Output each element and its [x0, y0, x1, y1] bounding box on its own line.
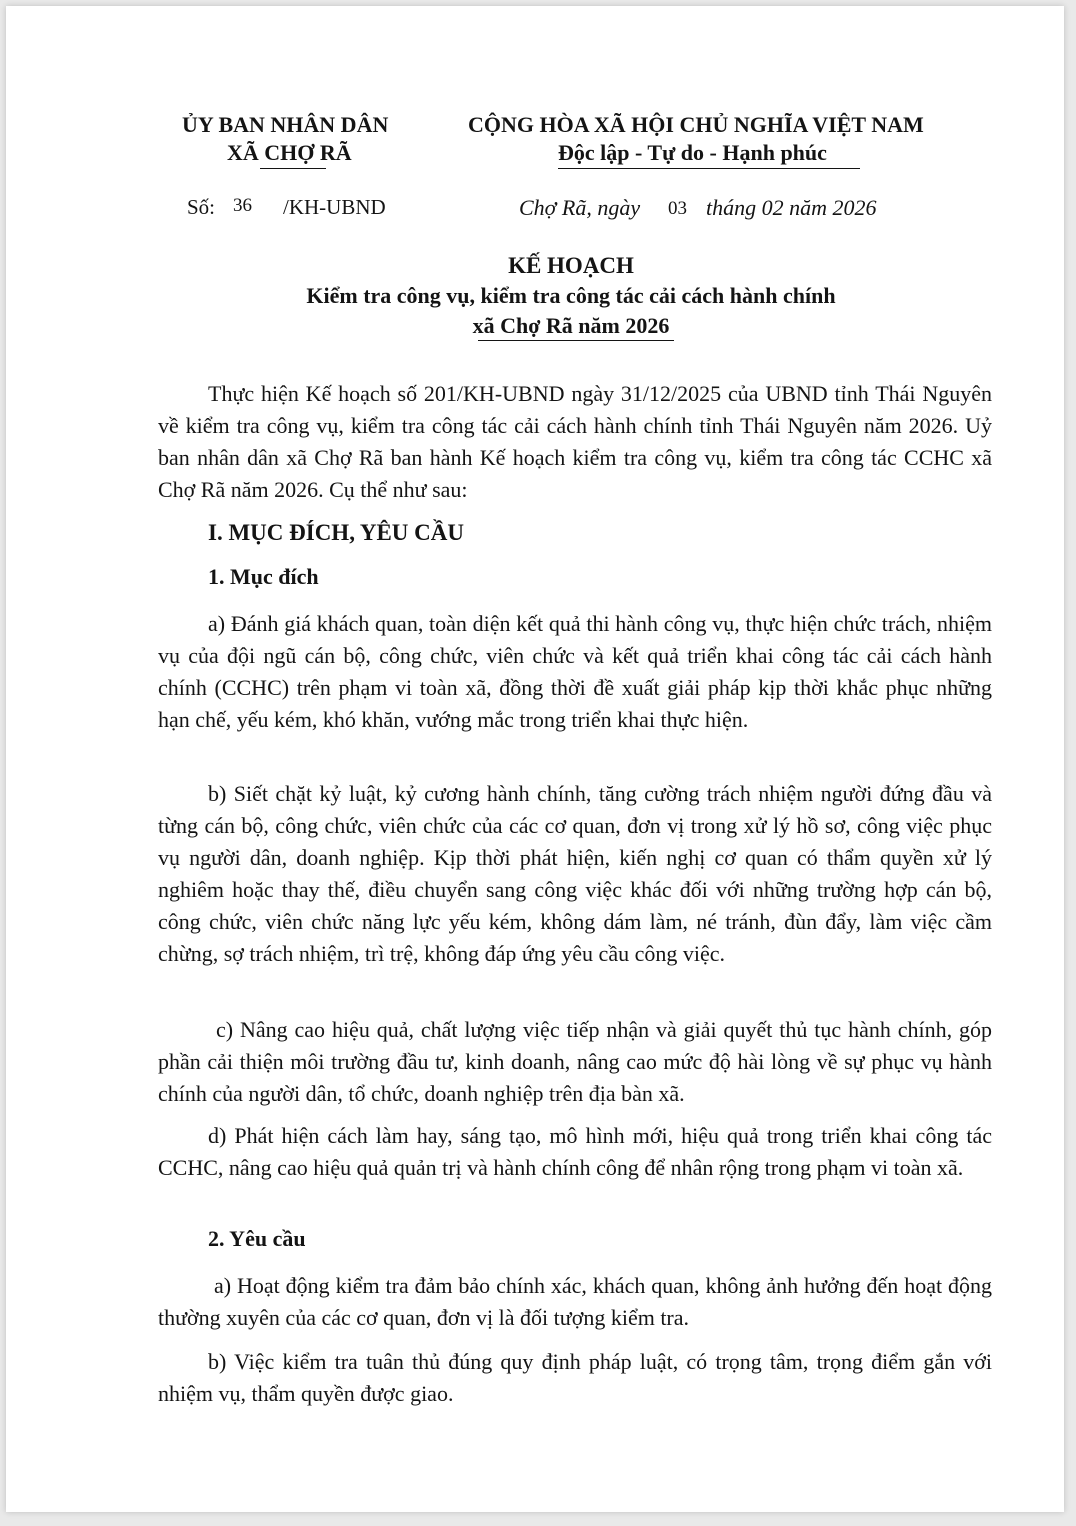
purpose-item-a: a) Đánh giá khách quan, toàn diện kết quả thi hành công vụ, thực hiện chức trách, nhiệm vụ của đội ngũ cán bộ, công chức, viên chức và kết quả triển khai công tác cải cách hành chính (CCHC) trên phạm vi toàn xã, đồng thời đề xuất giải pháp kịp thời khắc phục những hạn chế, yếu kém, khó khăn, vướng mắc trong triển khai thực hiện. — [158, 611, 992, 732]
national-title: CỘNG HÒA XÃ HỘI CHỦ NGHĨA VIỆT NAM — [468, 112, 924, 137]
section-heading: I. MỤC ĐÍCH, YÊU CẦU — [208, 520, 464, 545]
date-place: Chợ Rã, ngày — [519, 195, 641, 220]
requirement-item-b: b) Việc kiểm tra tuân thủ đúng quy định pháp luật, có trọng tâm, trọng điểm gắn với nhiệm vụ, thẩm quyền được giao. — [158, 1349, 992, 1406]
document-subject-line2: xã Chợ Rã năm 2026 — [472, 313, 670, 338]
requirement-item-a: a) Hoạt động kiểm tra đảm bảo chính xác, khách quan, không ảnh hưởng đến hoạt động thường xuyên của các cơ quan, đơn vị là đối tượng kiểm tra. — [158, 1273, 992, 1330]
authority-underline — [260, 168, 326, 169]
subsection-heading-purpose: 1. Mục đích — [208, 564, 319, 589]
document-subject-line1: Kiểm tra công vụ, kiểm tra công tác cải cách hành chính — [306, 283, 836, 308]
document-page — [6, 6, 1064, 1512]
doc-number-prefix: Số: — [187, 195, 216, 219]
purpose-item-d: d) Phát hiện cách làm hay, sáng tạo, mô hình mới, hiệu quả trong triển khai công tác CCHC, nâng cao hiệu quả quản trị và hành chính công để nhân rộng trong phạm vi toàn xã. — [158, 1123, 992, 1180]
document-type-title: KẾ HOẠCH — [508, 253, 634, 278]
issuing-authority-line1: ỦY BAN NHÂN DÂN — [182, 112, 389, 137]
intro-paragraph: Thực hiện Kế hoạch số 201/KH-UBND ngày 31/12/2025 của UBND tỉnh Thái Nguyên về kiểm tra công vụ, kiểm tra công tác cải cách hành chính tỉnh Thái Nguyên năm 2026. Uỷ ban nhân dân xã Chợ Rã ban hành Kế hoạch kiểm tra công vụ, kiểm tra công tác CCHC xã Chợ Rã năm 2026. Cụ thể như sau: — [158, 381, 992, 502]
national-motto: Độc lập - Tự do - Hạnh phúc — [558, 140, 827, 165]
title-underline — [478, 340, 674, 341]
date-rest: tháng 02 năm 2026 — [706, 195, 877, 220]
date-day: 03 — [668, 198, 687, 219]
issuing-authority-line2: XÃ CHỢ RÃ — [227, 140, 352, 165]
purpose-item-c: c) Nâng cao hiệu quả, chất lượng việc tiếp nhận và giải quyết thủ tục hành chính, góp phần cải thiện môi trường đầu tư, kinh doanh, nâng cao mức độ hài lòng về sự phục vụ hành chính của người dân, tổ chức, doanh nghiệp trên địa bàn xã. — [158, 1017, 992, 1106]
doc-number-suffix: /KH-UBND — [283, 195, 386, 219]
subsection-heading-requirements: 2. Yêu cầu — [208, 1226, 306, 1251]
doc-number-value: 36 — [233, 195, 252, 216]
purpose-item-b: b) Siết chặt kỷ luật, kỷ cương hành chính, tăng cường trách nhiệm người đứng đầu và từng cán bộ, công chức, viên chức của các cơ quan, đơn vị trong xử lý hồ sơ, công việc phục vụ người dân, doanh nghiệp. Kịp thời phát hiện, kiến nghị cơ quan có thẩm quyền xử lý nghiêm hoặc thay thế, điều chuyển sang công việc khác đối với những trường hợp cán bộ, công chức, viên chức năng lực yếu kém, không dám làm, né tránh, đùn đẩy, làm việc cầm chừng, sợ trách nhiệm, trì trệ, không đáp ứng yêu cầu công việc. — [158, 781, 992, 966]
motto-underline — [558, 168, 860, 169]
